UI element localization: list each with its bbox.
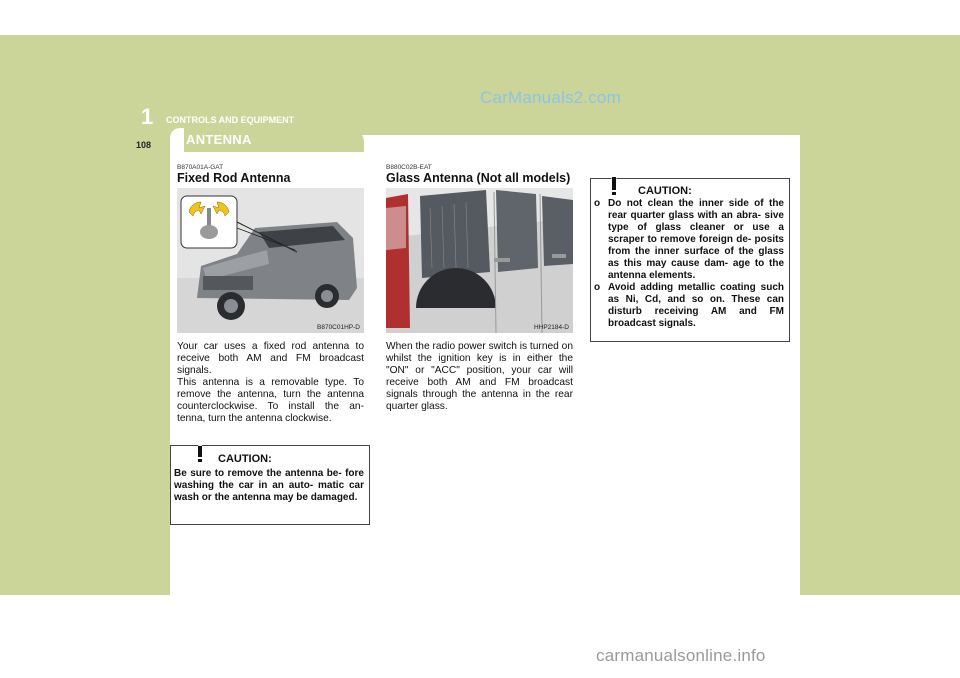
fixed-rod-antenna-image bbox=[177, 188, 364, 333]
caution-right-item-text: Avoid adding metallic coating such as Ni, Cd, and so on. These can disturb receiving AM and FM broadcast signals. bbox=[608, 282, 784, 329]
chapter-title: CONTROLS AND EQUIPMENT bbox=[166, 115, 295, 125]
watermark-top-link[interactable]: CarManuals2.com bbox=[480, 88, 621, 107]
glass-antenna-paragraph: When the radio power switch is turned on whilst the ignition key is in either the "ON" or "ACC" position, your car will receive both AM and FM broadcast signals through the antenna in the rear quarter glass. bbox=[386, 341, 573, 412]
suv-front-illustration bbox=[177, 188, 364, 333]
fixed-rod-paragraph-1: Your car uses a fixed rod antenna to receive both AM and FM broadcast signals. bbox=[177, 341, 364, 376]
bullet-marker: o bbox=[594, 282, 601, 293]
caution-right-title: CAUTION: bbox=[638, 185, 692, 197]
fixed-rod-image-label: B870C01HP-D bbox=[317, 324, 360, 331]
glass-antenna-code: B880C02B-EAT bbox=[386, 164, 432, 171]
rear-quarter-glass-illustration bbox=[386, 188, 573, 333]
caution-left-text: Be sure to remove the antenna be- fore washing the car in an auto- matic car wash or the antenna may be damaged. bbox=[174, 468, 364, 503]
fixed-rod-heading: Fixed Rod Antenna bbox=[177, 171, 291, 185]
section-title: ANTENNA bbox=[186, 132, 252, 147]
caution-right-item bbox=[594, 198, 784, 282]
warning-icon bbox=[188, 441, 212, 465]
chapter-number: 1 bbox=[141, 104, 154, 129]
page-number: 108 bbox=[136, 140, 152, 150]
fixed-rod-paragraph-2: This antenna is a removable type. To remove the antenna, turn the antenna counterclockwise. To install the an- tenna, turn the antenna clockwise. bbox=[177, 377, 364, 424]
fixed-rod-code: B870A01A-GAT bbox=[177, 164, 224, 171]
fixed-rod-body bbox=[177, 341, 364, 425]
watermark-bottom-link[interactable]: carmanualsonline.info bbox=[596, 646, 766, 665]
glass-antenna-image-label: HHP2184-D bbox=[533, 324, 569, 331]
section-tab-corner bbox=[170, 128, 184, 152]
glass-antenna-image bbox=[386, 188, 573, 333]
glass-antenna-heading: Glass Antenna (Not all models) bbox=[386, 171, 571, 185]
caution-left-title: CAUTION: bbox=[218, 453, 272, 465]
bullet-marker: o bbox=[594, 198, 601, 209]
caution-right-list bbox=[594, 198, 784, 330]
caution-right-item bbox=[594, 282, 784, 330]
warning-icon bbox=[600, 172, 628, 198]
caution-right-item-text: Do not clean the inner side of the rear quarter glass with an abra- sive type of glass cleaner or use a scraper to remove foreign de- posits from the inner surface of the glass as this may cause dam- age to the antenna elements. bbox=[608, 198, 784, 281]
